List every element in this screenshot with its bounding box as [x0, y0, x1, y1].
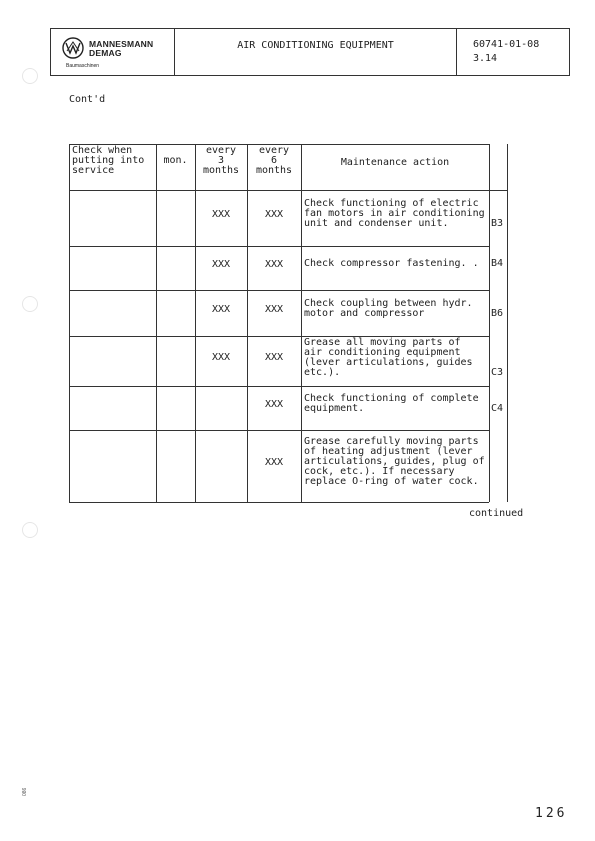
table-row-rule [69, 386, 489, 387]
cell-every-3-months: XXX [211, 304, 231, 315]
cell-reference: B6 [491, 308, 504, 319]
table-row-rule [69, 246, 489, 247]
cell-maintenance-action: Check functioning of electric [304, 198, 479, 209]
contd-label: Cont'd [69, 94, 106, 105]
punch-hole-mark [22, 68, 38, 84]
header-check-when: putting into [72, 155, 145, 166]
cell-maintenance-action: Grease all moving parts of [304, 337, 461, 348]
header-every-3-months: every [205, 145, 237, 156]
table-row-rule [69, 502, 489, 503]
document-title: AIR CONDITIONING EQUIPMENT [237, 40, 394, 51]
title-cell [175, 29, 457, 75]
document-header [50, 28, 570, 76]
table-column-rule [489, 144, 490, 502]
cell-maintenance-action: motor and compressor [304, 308, 425, 319]
cell-maintenance-action: (lever articulations, guides [304, 357, 473, 368]
cell-maintenance-action: Grease carefully moving parts [304, 436, 479, 447]
header-monthly: mon. [163, 155, 188, 166]
cell-every-6-months: XXX [264, 457, 284, 468]
header-every-3-months: 3 [217, 155, 225, 166]
cell-maintenance-action: Check compressor fastening. . [304, 258, 479, 269]
continued-label: continued [469, 508, 524, 519]
table-column-rule [69, 144, 70, 502]
table-column-rule [195, 144, 196, 502]
brand-subtitle: Baumaschinen [66, 63, 100, 69]
cell-every-6-months: XXX [264, 304, 284, 315]
table-column-rule [247, 144, 248, 502]
cell-maintenance-action: replace O-ring of water cock. [304, 476, 479, 487]
cell-every-6-months: XXX [264, 399, 284, 410]
cell-maintenance-action: cock, etc.). If necessary [304, 466, 455, 477]
cell-maintenance-action: equipment. [304, 403, 365, 414]
brand-name-line2: DEMAG [89, 48, 122, 58]
mannesmann-logo-icon [62, 37, 84, 59]
table-header-rule [69, 190, 507, 191]
cell-reference: C4 [491, 403, 504, 414]
cell-reference: B3 [491, 218, 504, 229]
punch-hole-mark [22, 522, 38, 538]
cell-every-3-months: XXX [211, 209, 231, 220]
table-column-rule [507, 144, 508, 502]
cell-every-6-months: XXX [264, 209, 284, 220]
cell-maintenance-action: of heating adjustment (lever [304, 446, 473, 457]
header-every-6-months: every [258, 145, 290, 156]
document-version: 3.14 [473, 53, 498, 64]
doc-ref-cell [457, 29, 569, 75]
header-every-3-months: months [202, 165, 240, 176]
punch-hole-mark [22, 296, 38, 312]
cell-reference: C3 [491, 367, 504, 378]
margin-code: 086 [22, 787, 28, 796]
cell-every-3-months: XXX [211, 352, 231, 363]
cell-every-3-months: XXX [211, 259, 231, 270]
header-every-6-months: 6 [270, 155, 278, 166]
cell-maintenance-action: Check coupling between hydr. [304, 298, 473, 309]
table-column-rule [301, 144, 302, 502]
header-check-when: Check when [72, 145, 133, 156]
document-number: 60741-01-08 [473, 39, 540, 50]
cell-every-6-months: XXX [264, 352, 284, 363]
header-check-when: service [72, 165, 115, 176]
cell-reference: B4 [491, 258, 504, 269]
page-number: 126 [535, 806, 568, 821]
header-maintenance-action: Maintenance action [340, 157, 450, 168]
brand-name-line1: MANNESMANN [89, 39, 154, 49]
cell-maintenance-action: air conditioning equipment [304, 347, 461, 358]
cell-every-6-months: XXX [264, 259, 284, 270]
cell-maintenance-action: Check functioning of complete [304, 393, 479, 404]
cell-maintenance-action: unit and condenser unit. [304, 218, 449, 229]
table-column-rule [156, 144, 157, 502]
table-row-rule [69, 430, 489, 431]
table-row-rule [69, 290, 489, 291]
cell-maintenance-action: articulations, guides, plug of [304, 456, 485, 467]
header-every-6-months: months [255, 165, 293, 176]
cell-maintenance-action: etc.). [304, 367, 341, 378]
cell-maintenance-action: fan motors in air conditioning [304, 208, 485, 219]
brand-cell [51, 29, 175, 75]
